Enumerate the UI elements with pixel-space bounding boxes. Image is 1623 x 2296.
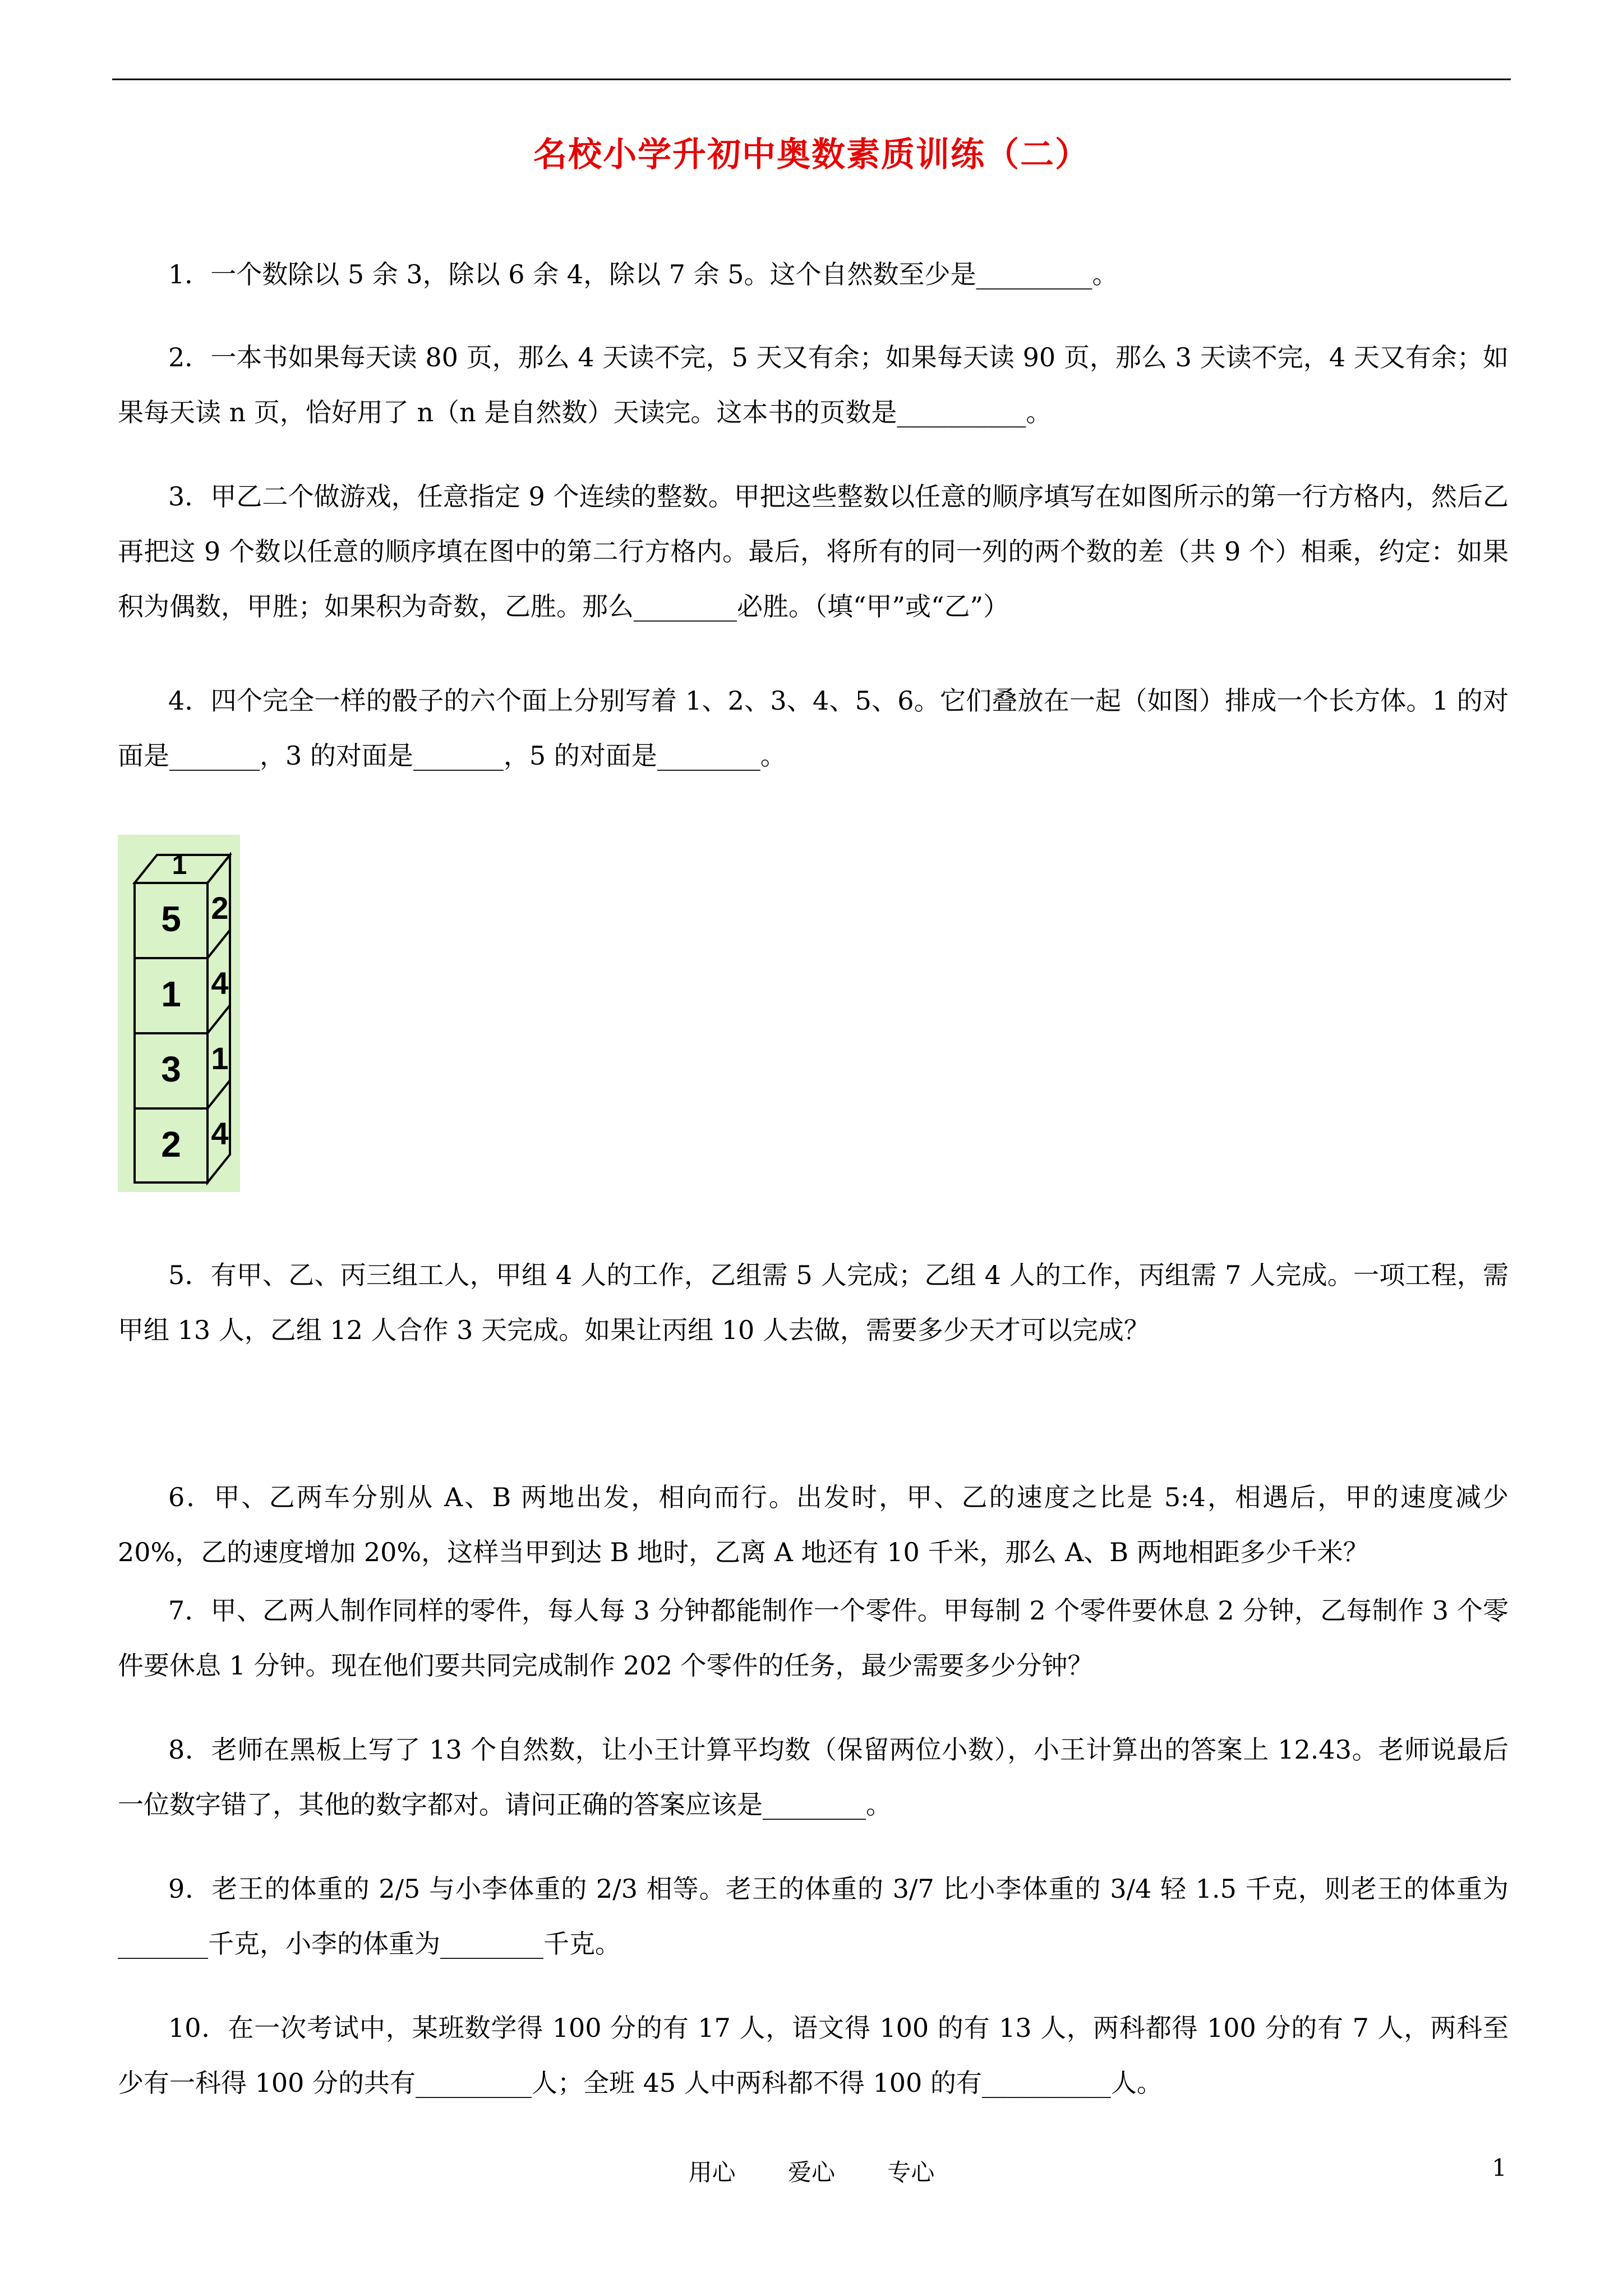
question-3 <box>118 469 1509 634</box>
question-7 <box>118 1583 1509 1693</box>
question-text: 2．一本书如果每天读 80 页，那么 4 天读不完，5 天又有余；如果每天读 90 页，那么 3 天读不完，4 天又有余；如果每天读 n 页，恰好用了 n（n 是自然数）天读完。这本书的页数是__________。 <box>118 342 1509 427</box>
question-text: 5．有甲、乙、丙三组工人，甲组 4 人的工作，乙组需 5 人完成；乙组 4 人的工作，丙组需 7 人完成。一项工程，需甲组 13 人，乙组 12 人合作 3 天完成。如果让丙组 10 人去做，需要多少天才可以完成？ <box>118 1260 1509 1345</box>
question-6 <box>118 1470 1509 1580</box>
question-1 <box>118 247 1509 302</box>
question-5 <box>118 1248 1509 1358</box>
footer <box>0 2154 1623 2188</box>
dice-front-number: 5 <box>161 899 181 939</box>
dice-divider <box>208 1080 230 1108</box>
dice-side-number: 1 <box>211 1041 229 1076</box>
dice-front-number: 3 <box>161 1049 181 1089</box>
top-rule <box>112 79 1511 80</box>
question-9 <box>118 1861 1509 1971</box>
dice-divider <box>208 930 230 958</box>
dice-side-number: 4 <box>211 965 229 1001</box>
question-text: 10．在一次考试中，某班数学得 100 分的有 17 人，语文得 100 的有 13 人，两科都得 100 分的有 7 人，两科至少有一科得 100 分的共有_________人；全班 45 人中两科都不得 100 的有__________人。 <box>118 2013 1509 2098</box>
question-text: 7．甲、乙两人制作同样的零件，每人每 3 分钟都能制作一个零件。甲每制 2 个零件要休息 2 分钟，乙每制作 3 个零件要休息 1 分钟。现在他们要共同完成制作 202 个零件的任务，最少需要多少分钟？ <box>118 1595 1509 1681</box>
question-text: 1．一个数除以 5 余 3，除以 6 余 4，除以 7 余 5。这个自然数至少是_________。 <box>168 259 1118 289</box>
footer-word: 爱心 <box>787 2159 835 2186</box>
dice-top-number: 1 <box>172 850 187 880</box>
dice-front-number: 2 <box>161 1124 181 1165</box>
dice-drawing <box>118 835 240 1192</box>
dice-side-number: 2 <box>211 890 229 926</box>
page-title: 名校小学升初中奥数素质训练（二） <box>533 135 1090 174</box>
question-text: 6．甲、乙两车分别从 A、B 两地出发，相向而行。出发时，甲、乙的速度之比是 5:4，相遇后，甲的速度减少 20%，乙的速度增加 20%，这样当甲到达 B 地时，乙离 A 地还有 10 千米，那么 A、B 两地相距多少千米？ <box>118 1482 1509 1567</box>
page-number: 1 <box>1492 2154 1507 2182</box>
question-2 <box>118 330 1509 440</box>
dice-figure <box>118 835 240 1192</box>
question-text: 8．老师在黑板上写了 13 个自然数，让小王计算平均数（保留两位小数），小王计算出的答案上 12.43。老师说最后一位数字错了，其他的数字都对。请问正确的答案应该是________。 <box>118 1734 1509 1820</box>
footer-word: 专心 <box>887 2159 935 2186</box>
question-8 <box>118 1722 1509 1832</box>
question-4 <box>118 673 1509 783</box>
dice-side-number: 4 <box>211 1116 229 1151</box>
question-text: 9．老王的体重的 2/5 与小李体重的 2/3 相等。老王的体重的 3/7 比小李体重的 3/4 轻 1.5 千克，则老王的体重为_______千克，小李的体重为________千克。 <box>118 1874 1509 1959</box>
dice-divider <box>208 1005 230 1033</box>
footer-word: 用心 <box>688 2159 736 2186</box>
question-text: 4．四个完全一样的骰子的六个面上分别写着 1、2、3、4、5、6。它们叠放在一起（如图）排成一个长方体。1 的对面是_______，3 的对面是_______，5 的对面是________。 <box>118 685 1509 771</box>
question-text: 3．甲乙二个做游戏，任意指定 9 个连续的整数。甲把这些整数以任意的顺序填写在如图所示的第一行方格内，然后乙再把这 9 个数以任意的顺序填在图中的第二行方格内。最后，将所有的同一列的两个数的差（共 9 个）相乘，约定：如果积为偶数，甲胜；如果积为奇数，乙胜。那么________必胜。（填“甲”或“乙”） <box>118 481 1509 622</box>
dice-front-number: 1 <box>161 974 181 1014</box>
question-10 <box>118 2000 1509 2110</box>
